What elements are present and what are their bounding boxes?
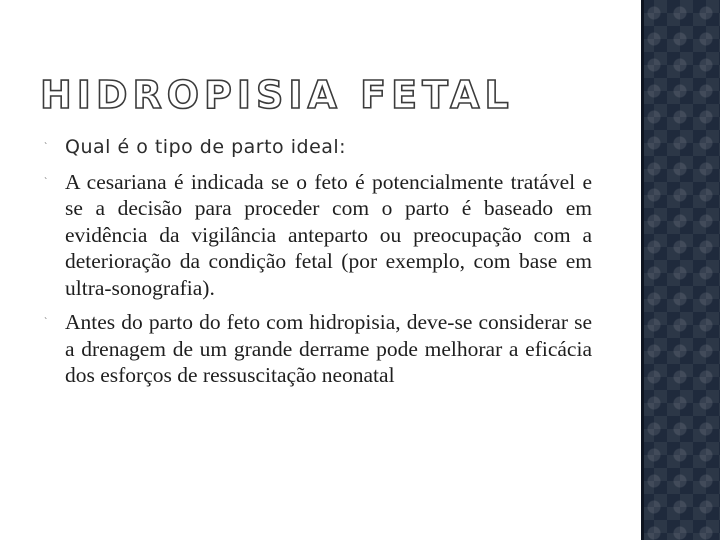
bullet-item: [44, 169, 592, 302]
bullet-item: [44, 309, 592, 389]
bullet-text: Antes do parto do feto com hidropisia, deve-se considerar se a drenagem de um grande derrame pode melhorar a eficácia dos esforços de ressuscitação neonatal: [65, 310, 592, 387]
bullet-item: [44, 134, 592, 161]
slide-title: HIDROPISIA FETAL: [40, 73, 514, 117]
bullet-text: A cesariana é indicada se o feto é potencialmente tratável e se a decisão para proceder com o parto é baseado em evidência da vigilância anteparto ou preocupação com a deterioração da condição fetal (por exemplo, com base em ultra-sonografia).: [65, 169, 592, 300]
side-decorative-panel: [641, 0, 720, 540]
bullet-list: [44, 134, 592, 397]
bullet-text: Qual é o tipo de parto ideal:: [65, 136, 347, 158]
bullet-tick-icon: `: [44, 317, 48, 328]
bullet-tick-icon: `: [44, 142, 48, 153]
bullet-tick-icon: `: [44, 176, 48, 188]
